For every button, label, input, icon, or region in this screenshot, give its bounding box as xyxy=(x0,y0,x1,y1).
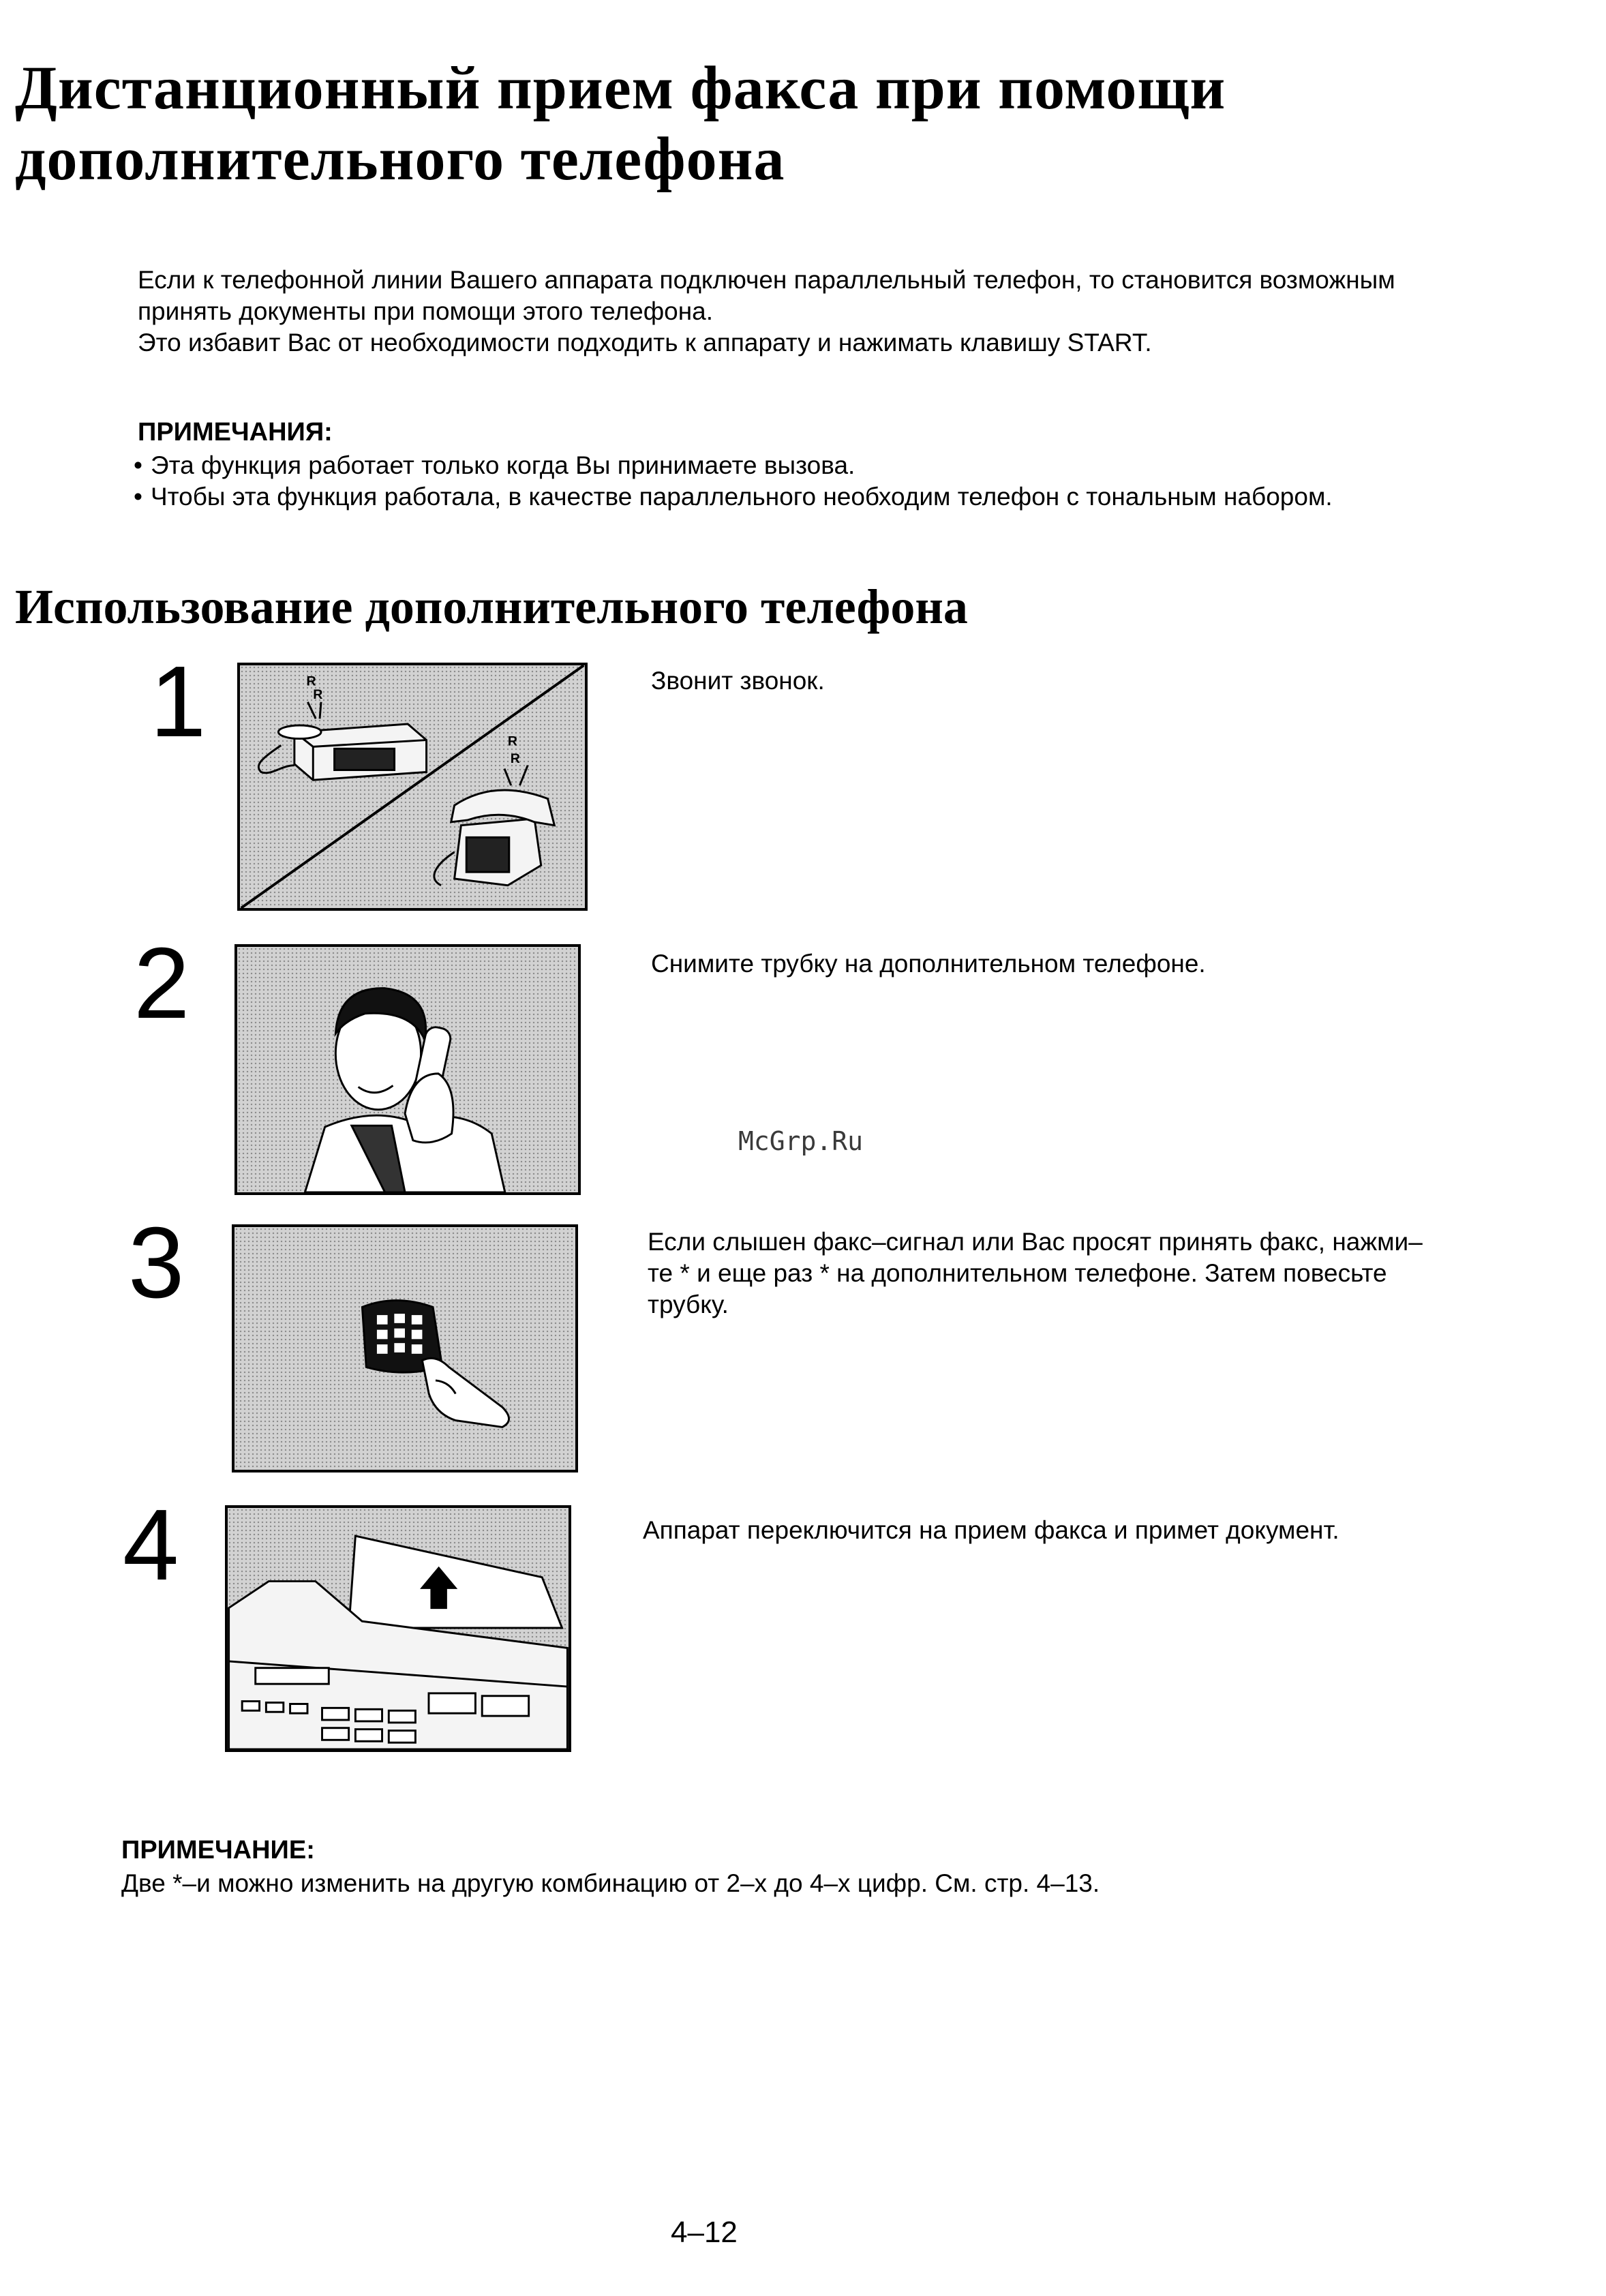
notes-heading: ПРИМЕЧАНИЯ: xyxy=(138,418,333,447)
man-icon xyxy=(305,988,504,1192)
step-2-text xyxy=(651,948,1455,980)
document-icon xyxy=(349,1536,562,1628)
page-number: 4–12 xyxy=(671,2216,738,2249)
intro-line-1: Если к телефонной линии Вашего аппарата подключен параллельный телефон, то становится возможным xyxy=(138,266,1395,294)
page-title-line-1: Дистанционный прием факса при помощи xyxy=(15,55,1226,122)
step-3-text xyxy=(648,1226,1452,1320)
man-on-phone-illustration xyxy=(237,947,578,1192)
telephone-icon xyxy=(434,790,554,886)
ring-icon xyxy=(504,734,528,785)
fax-receiving-document-illustration xyxy=(228,1508,569,1749)
ring-icon xyxy=(306,674,322,719)
step-4-illustration xyxy=(225,1505,571,1752)
step-4-text xyxy=(643,1515,1447,1546)
note-item: • Чтобы эта функция работала, в качестве параллельного необходим телефон с тональным набором. xyxy=(134,481,1333,513)
step-1-illustration xyxy=(237,663,588,911)
page-title xyxy=(15,53,1515,195)
fax-machine-icon xyxy=(258,724,426,780)
step-3-illustration xyxy=(232,1224,578,1472)
svg-text:R: R xyxy=(313,686,323,702)
step-2-number: 2 xyxy=(134,927,190,1040)
intro-line-2: принять документы при помощи этого телефона. xyxy=(138,297,714,325)
step-3-line: трубку. xyxy=(648,1290,729,1318)
step-1-number: 1 xyxy=(150,646,207,758)
page-title-line-2: дополнительного телефона xyxy=(15,125,785,193)
step-3-number: 3 xyxy=(128,1207,185,1319)
note-heading: ПРИМЕЧАНИЕ: xyxy=(121,1836,315,1864)
step-1-text xyxy=(651,665,1455,697)
step-4-line: Аппарат переключится на прием факса и примет документ. xyxy=(643,1516,1339,1544)
step-1-line: Звонит звонок. xyxy=(651,667,825,695)
keypad-press-illustration xyxy=(234,1227,575,1470)
watermark: McGrp.Ru xyxy=(738,1126,864,1156)
svg-text:R: R xyxy=(306,674,316,689)
section-title: Использование дополнительного телефона xyxy=(15,579,968,634)
svg-text:R: R xyxy=(510,751,520,766)
svg-text:R: R xyxy=(507,734,517,749)
step-4-number: 4 xyxy=(123,1489,179,1601)
fax-and-phone-ringing-illustration xyxy=(240,665,585,908)
note-text: Две *–и можно изменить на другую комбинацию от 2–х до 4–х цифр. См. стр. 4–13. xyxy=(121,1869,1100,1897)
intro-paragraph xyxy=(138,265,1467,359)
hand-icon xyxy=(422,1358,509,1427)
step-2-illustration xyxy=(234,944,581,1195)
step-2-line: Снимите трубку на дополнительном телефоне. xyxy=(651,950,1206,978)
step-3-line: те * и еще раз * на дополнительном телефоне. Затем повесьте xyxy=(648,1259,1387,1287)
step-3-line: Если слышен факс–сигнал или Вас просят принять факс, нажми– xyxy=(648,1228,1423,1256)
note-item: • Эта функция работает только когда Вы принимаете вызова. xyxy=(134,450,1333,481)
notes-list xyxy=(134,450,1333,513)
intro-line-3: Это избавит Вас от необходимости подходить к аппарату и нажимать клавишу START. xyxy=(138,329,1152,357)
